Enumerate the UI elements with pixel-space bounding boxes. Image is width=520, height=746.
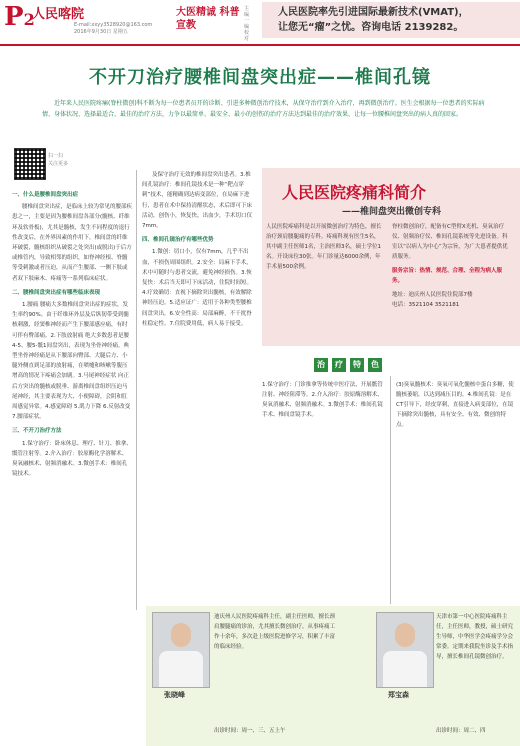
ad-line-1: 人民医院率先引进国际最新技术(VMAT)， bbox=[278, 7, 469, 18]
feature-badge: 特 bbox=[350, 358, 364, 372]
paragraph: 1.腰痛 腰痛大多数椎间盘突出症的症状，发生率约90%。由于纤维环外层及后纵韧带受到髓核刺激，经窦椎神经而产生下腰部感应痛，有时可伴有臀部痛。2.下肢放射痛 绝大多数患者是腰4-5、腰5-骶1间盘突出，表现为坐骨神经痛。典型坐骨神经痛是从下腰部向臀部、大腿后方、小腿外侧直到足部的放射痛，在喷嚏和咳嗽等腹压增高的情况下疼痛会加剧。3.马尾神经症状 向正后方突出的髓核或脱垂、游离椎间盘组织压迫马尾神经，其主要表现为大、小便障碍，会阴和肛周感觉异常。4.感觉障碍 5.肌力下降 6.反射改变 7.腰部症状。 bbox=[12, 302, 131, 421]
ward-address: 地址：迪庆州人民医院住院部7楼 bbox=[392, 292, 473, 298]
section-heading: 四、椎间孔镜治疗有哪些优势 bbox=[142, 237, 214, 244]
issue-meta: E-mail:xxyy3528920@163.com 2016年9月30日 星期五 bbox=[74, 22, 153, 35]
masthead bbox=[0, 0, 520, 44]
article-intro: 近年来人民医院疼痛(脊柱微创)科不断为每一位患者员开的诊断、引进多种微创治疗技术，从保守治疗到介入治疗，再到微创治疗。医生会根据每一位患者的实际病情、身体状况、选择最适合、最佳的治疗方法，力争以最简单、最安全、最小的创伤的治疗方法达到最佳的治疗效果，让每一位腰椎间盘突出的病人真的回家。 bbox=[42, 100, 485, 118]
doctor-bio: 天津市第一中心医院疼痛科主任，主任医师，教授，硕士研究生导师，中华医学会疼痛学分会常委。定期来我院坐诊及手术指导，擅长椎间孔镜微创治疗。 bbox=[436, 614, 514, 660]
column-4: (3)臭氧髓核术：臭氧可氧化髓核中蛋白多糖，使髓核萎缩，以达到减压目的。4.椎间孔镜：是在CT引导下，经皮穿刺，直接进入病变部位，在镜下摘除突出髓核，具有安全、有效、微创的特点。 bbox=[396, 382, 514, 428]
section-tag: 大医精诚 科普宣教 bbox=[176, 7, 240, 31]
qr-code bbox=[14, 148, 46, 180]
doctor-photo bbox=[376, 612, 434, 688]
doctor-bio: 迪庆州人民医院疼痛科主任，副主任医师，擅长颈肩腰腿痛的诊治，尤其擅长微创治疗。从事疼痛工作十余年，多次赴上级医院进修学习，积累了丰富的临床经验。 bbox=[214, 614, 336, 650]
ward-text-right bbox=[392, 222, 512, 310]
ad-line-2: 让您无“瘤”之忧。咨询电话 2139282。 bbox=[278, 22, 464, 33]
ward-title: 人民医院疼痛科简介 bbox=[282, 183, 427, 202]
doctor-name: 张晓峰 bbox=[164, 691, 185, 699]
brand-logo: 人民喀院 bbox=[32, 7, 85, 22]
article-title: 不开刀治疗腰椎间盘突出症——椎间孔镜 bbox=[89, 67, 431, 88]
ward-text-left: 人民医院疼痛科是以开展微创治疗为特色，擅长治疗颈肩腰腿痛的专科。疼痛科现有医生5名，其中副主任医师1名，主治医师3名，硕士学位1名。开设床位30张。年门诊量达6000余例，年手术量500余例。 bbox=[266, 224, 382, 270]
paragraph: 及保守治疗无效的椎间盘突出患者。3.椎间孔镜治疗：椎间孔镜技术是一种“靶点穿刺”技术，能精确到达病变部位，在局麻下进行，患者在术中保持清醒状态，术后即可下床活动，创伤小，恢复快，出血少，手术切口仅7mm。 bbox=[142, 172, 253, 230]
clinic-hours-right: 出诊时间：周二、四 bbox=[436, 728, 486, 734]
doctor-name: 郑宝森 bbox=[388, 691, 409, 699]
clinic-hours-left: 出诊时间：周一、三、五上午 bbox=[214, 728, 286, 734]
column-2 bbox=[142, 170, 256, 604]
header-rule bbox=[0, 44, 520, 46]
column-1 bbox=[12, 186, 132, 741]
paragraph: 1.微创：切口小，仅有7mm，几乎不出血，不损伤周围组织。2.安全：局麻下手术，术中可随时与患者交流，避免神经损伤。3.恢复快：术后当天即可下床活动，住院时间短。4.疗效确切：直视下摘除突出髓核，有效解除神经压迫。5.适应证广：适用于各种类型腰椎间盘突出。6.安全性高：局部麻醉，不干扰脊柱稳定性。7.住院费用低，病人易于接受。 bbox=[142, 249, 253, 327]
ward-paragraph: 脊柱微创治疗，配备有C型臂X光机、臭氧治疗仪、射频治疗仪、椎间孔镜系统等先进设备。科室以“以病人为中心”为宗旨，为广大患者提供优质服务。 bbox=[392, 224, 508, 260]
doctor-photo bbox=[152, 612, 210, 688]
header-ad bbox=[262, 2, 520, 38]
section-heading: 二、腰椎间盘突出症有哪些临床表现 bbox=[12, 289, 101, 296]
editor-credits: 主编 一编 校对 bbox=[244, 6, 250, 42]
column-3: 1.保守治疗：门诊推拿等传统中医疗法，开展骶管注射、神经阻滞等。2.介入治疗：胶原酶溶解术、臭氧消融术、射频消融术。3.微创手术：椎间孔镜手术、椎间盘镜手术。 bbox=[262, 382, 383, 418]
page-number: P2 bbox=[4, 2, 35, 32]
feature-badge: 治 bbox=[314, 358, 328, 372]
qr-caption: 扫一扫 关注更多 bbox=[48, 153, 69, 167]
section-heading: 三、不开刀治疗方法 bbox=[12, 428, 62, 435]
column-divider bbox=[390, 376, 391, 604]
column-divider bbox=[136, 170, 137, 610]
paragraph: 1.保守治疗：卧床休息、理疗、针刀、推拿、骶管注射等。2.介入治疗：胶原酶化学溶解术、臭氧融核术、射频消融术。3.微创手术：椎间孔镜技术。 bbox=[12, 440, 132, 478]
section-heading: 一、什么是腰椎间盘突出症 bbox=[12, 192, 79, 198]
feature-badge: 色 bbox=[368, 358, 382, 372]
ward-service: 服务宗旨：热情、规范、合理、全程为病人服务。 bbox=[392, 268, 503, 284]
paragraph: 腰椎间盘突出症，是临床上较为常见的腰部疾患之一，主要是因为腰椎间盘各部分(髓核、纤维环及软骨板)，尤其是髓核，发生不同程度的退行性改变后，在外界因素的作用下，椎间盘的纤维环破裂，髓核组织从破裂之处突出(或脱出)于后方或椎管内，导致相邻的组织，如脊神经根、脊髓等受刺激或者压迫，从而产生腰部、一侧下肢或者双下肢麻木、疼痛等一系列临床症状。 bbox=[12, 204, 132, 282]
feature-badge: 疗 bbox=[332, 358, 346, 372]
ward-phone: 电话：3521104 3521181 bbox=[392, 302, 460, 308]
ward-subtitle: ——椎间盘突出微创专科 bbox=[342, 207, 442, 217]
